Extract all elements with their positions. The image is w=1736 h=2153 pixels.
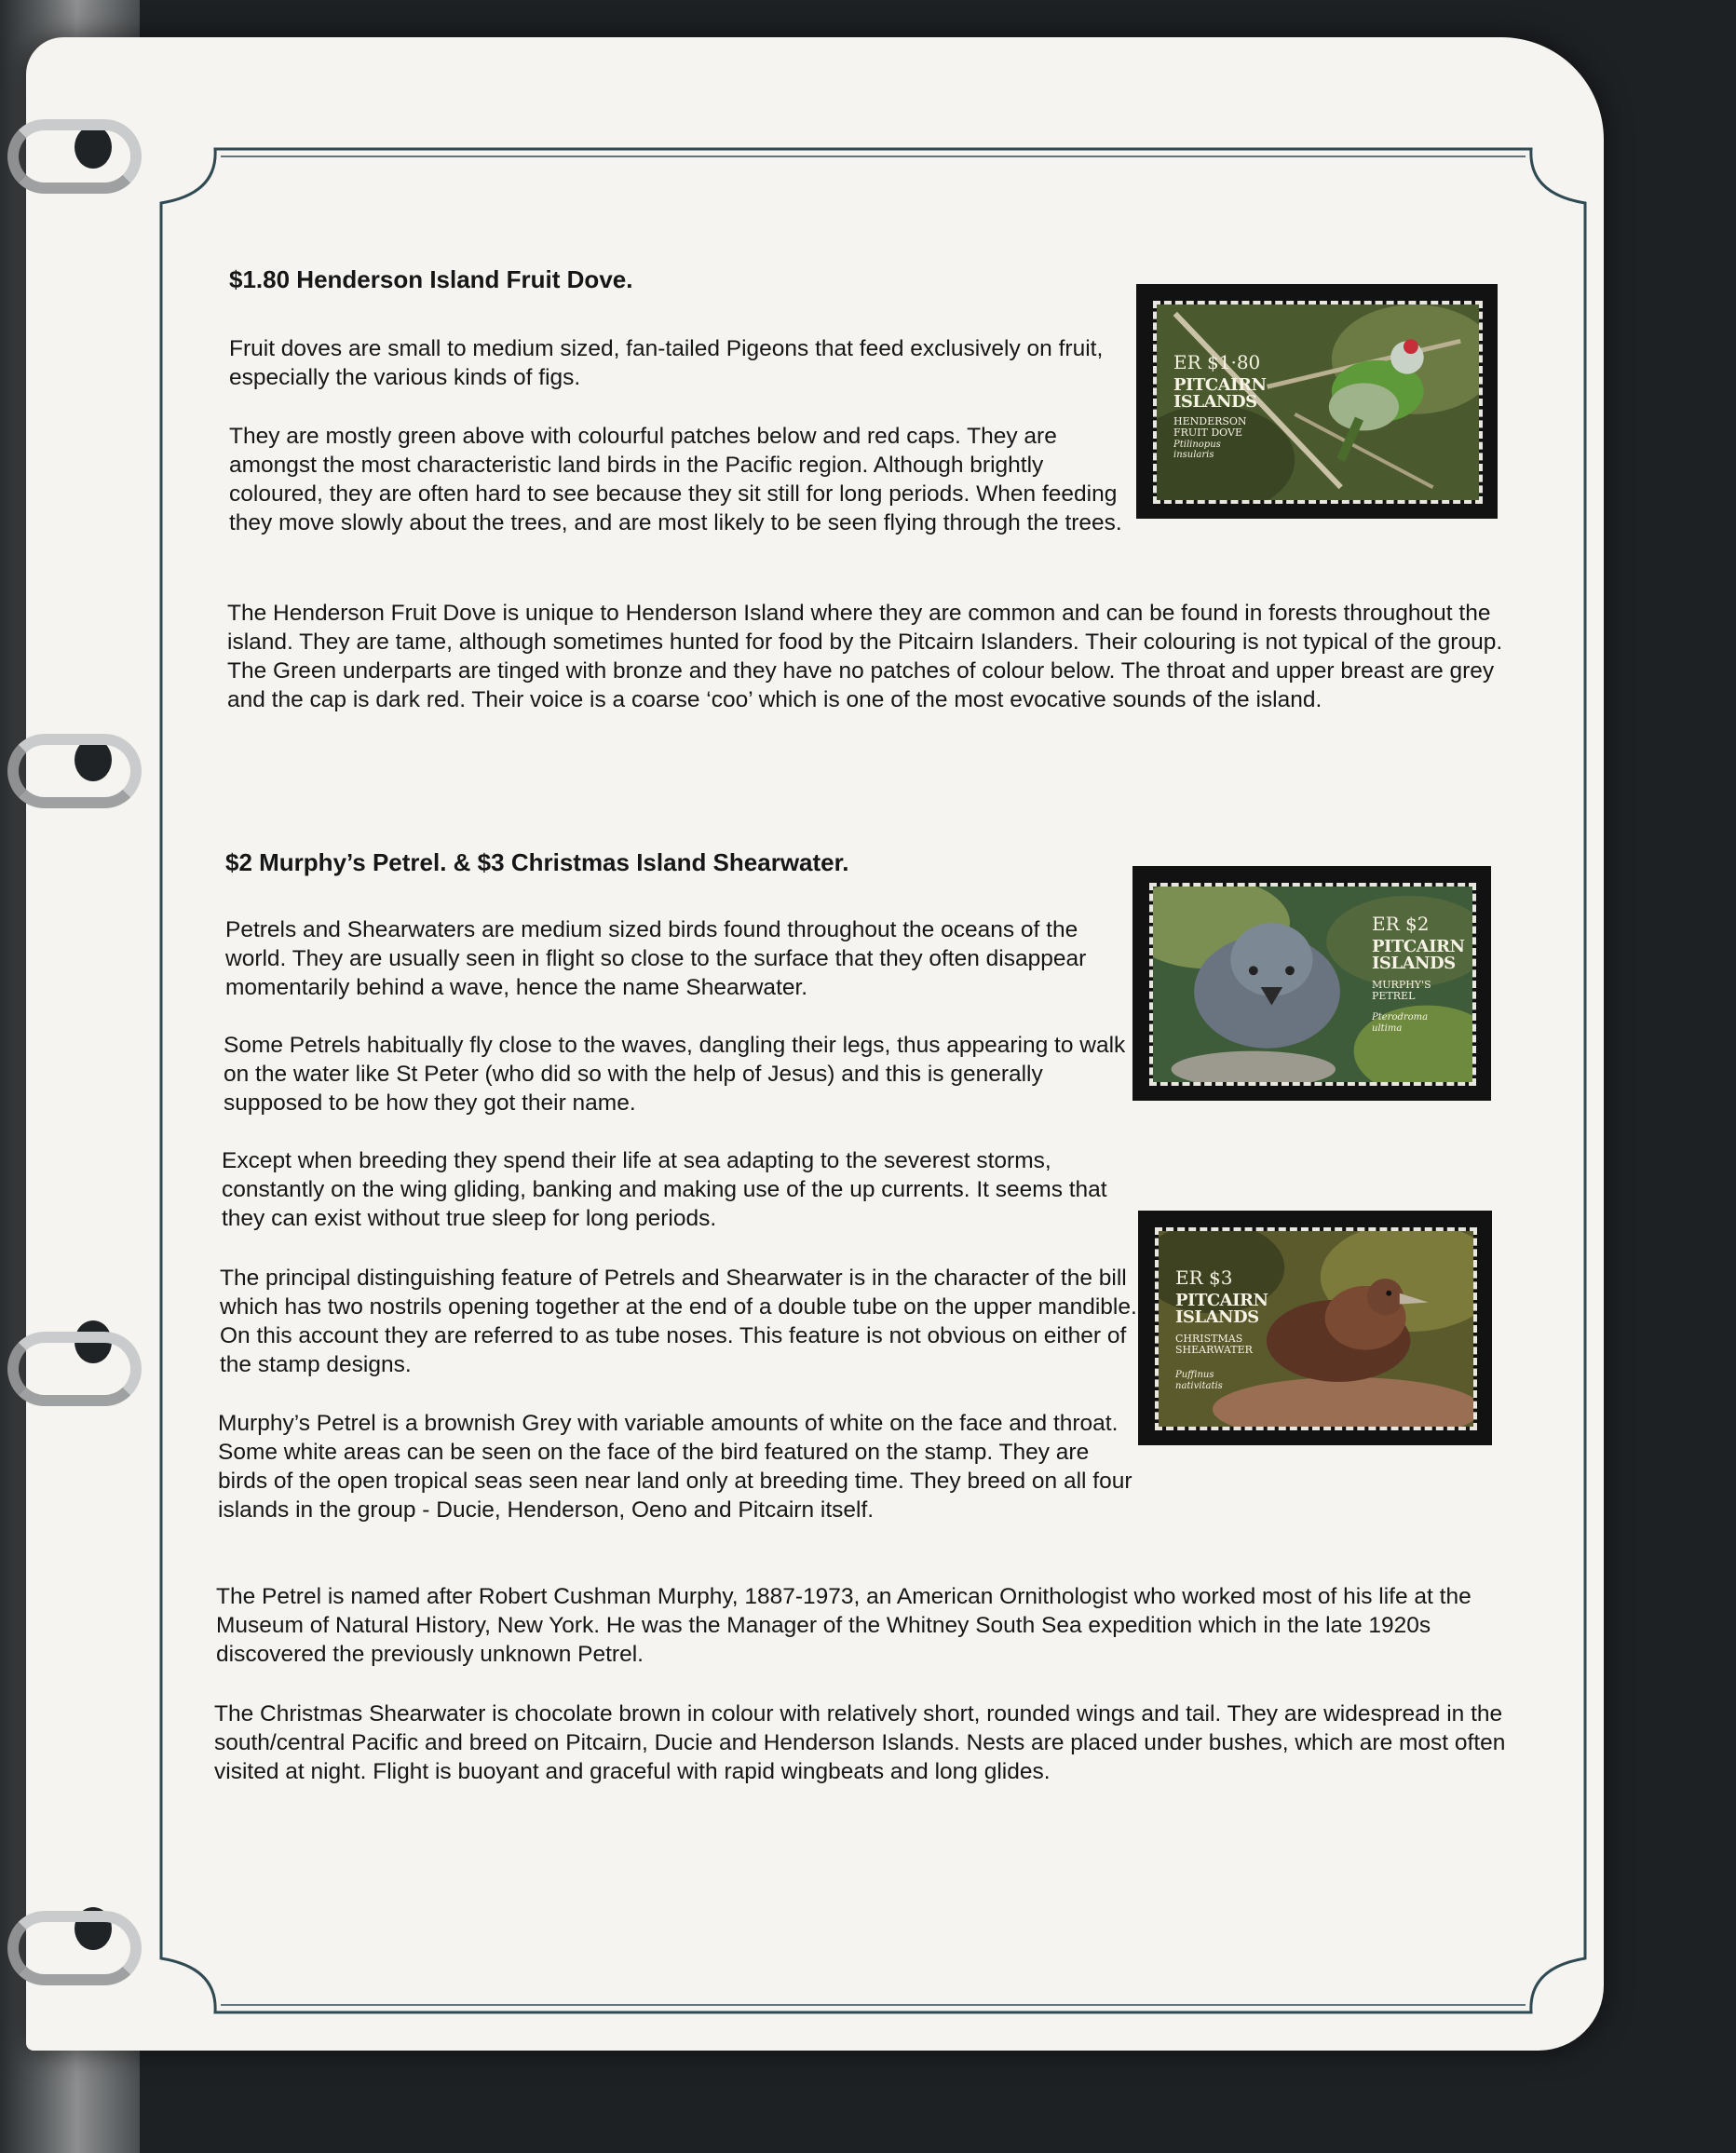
stamp-value: ER $1·80 <box>1173 351 1261 373</box>
stamp-bird-name: PETREL <box>1372 990 1416 1002</box>
stamp-bird-name: SHEARWATER <box>1175 1344 1253 1356</box>
stamp-bird-name: MURPHY'S <box>1372 979 1431 991</box>
paragraph: The Henderson Fruit Dove is unique to Henderson Island where they are common and can be found in forests throughout the island. They are tame, although sometimes hunted for food by the Pitcairn Islanders. Their colouring is not typical of the group. The Green underparts are tinged with bronze and they have no patches of colour below. The throat and upper breast are grey and the cap is dark red. Their voice is a coarse ‘coo’ which is one of the most evocative sounds of the island. <box>227 601 1503 712</box>
stamp-latin-name: ultima <box>1372 1023 1403 1034</box>
shearwater-image <box>1159 1231 1473 1427</box>
stamp-bird-name: FRUIT DOVE <box>1173 427 1242 439</box>
binder-ring <box>7 1911 142 1985</box>
stamp-latin-name: nativitatis <box>1175 1381 1223 1391</box>
paragraph: Except when breeding they spend their life at sea adapting to the severest storms, constantly on the wing gliding, banking and making use of the up currents. It seems that they can exist without true sleep for long periods. <box>222 1148 1107 1231</box>
stamp-country: ISLANDS <box>1372 954 1456 973</box>
stamp-mount-fruit-dove <box>1136 284 1498 519</box>
stamp-fruit-dove <box>1153 301 1483 504</box>
paragraph: Some Petrels habitually fly close to the waves, dangling their legs, thus appearing to walk on the water like St Peter (who did so with the help of Jesus) and this is generally supposed to be how they got their name. <box>224 1033 1126 1116</box>
paragraph: They are mostly green above with colourful patches below and red caps. They are amongst the most characteristic land birds in the Pacific region. Although brightly coloured, they are often hard to see because they sit still for long periods. When feeding they move slowly about the trees, and are most likely to be seen flying through the trees. <box>229 424 1122 535</box>
paragraph: Fruit doves are small to medium sized, fan-tailed Pigeons that feed exclusively on fruit, especially the various kinds of figs. <box>229 336 1104 390</box>
paragraph: The Christmas Shearwater is chocolate brown in colour with relatively short, rounded wings and tail. They are widespread in the south/central Pacific and breed on Pitcairn, Ducie and Henderson Islands. Nests are placed under bushes, which are most often visited at night. Flight is buoyant and graceful with rapid wingbeats and long glides. <box>214 1701 1506 1784</box>
stamp-value: ER $3 <box>1175 1266 1233 1289</box>
paragraph: Petrels and Shearwaters are medium sized birds found throughout the oceans of the world. They are usually seen in flight so close to the surface that they often disappear momentarily behind a wave, hence the name Shearwater. <box>225 917 1087 1000</box>
stamp-latin-name: Ptilinopus <box>1173 440 1221 450</box>
section-heading-fruit-dove: $1.80 Henderson Island Fruit Dove. <box>229 265 633 293</box>
binder-ring <box>7 1332 142 1406</box>
stamp-latin-name: Puffinus <box>1175 1370 1214 1380</box>
stamp-mount-murphys-petrel <box>1132 866 1491 1101</box>
stamp-bird-name: CHRISTMAS <box>1175 1333 1243 1345</box>
paragraph: Murphy’s Petrel is a brownish Grey with variable amounts of white on the face and throat. Some white areas can be seen on the face of the bird featured on the stamp. They are birds of the open tropical seas seen near land only at breeding time. They breed on all four islands in the group - Ducie, Henderson, Oeno and Pitcairn itself. <box>218 1411 1132 1523</box>
section-heading-petrel-shearwater: $2 Murphy’s Petrel. & $3 Christmas Island Shearwater. <box>225 848 849 876</box>
stamp-value: ER $2 <box>1372 913 1430 935</box>
stamp-mount-christmas-shearwater <box>1138 1211 1492 1445</box>
stamp-country: ISLANDS <box>1175 1307 1259 1327</box>
album-page <box>26 37 1604 2051</box>
stamp-murphys-petrel <box>1149 883 1476 1086</box>
binder-ring <box>7 734 142 808</box>
stamp-country: PITCAIRN <box>1175 1291 1268 1310</box>
stamp-country: PITCAIRN <box>1372 937 1465 956</box>
stamp-country: ISLANDS <box>1173 392 1257 412</box>
stamp-bird-name: HENDERSON <box>1173 415 1247 427</box>
stamp-latin-name: Pterodroma <box>1372 1012 1429 1022</box>
stamp-christmas-shearwater <box>1155 1227 1477 1430</box>
paragraph: The Petrel is named after Robert Cushman Murphy, 1887-1973, an American Ornithologist who worked most of his life at the Museum of Natural History, New York. He was the Manager of the Whitney South Sea expedition which in the late 1920s discovered the previously unknown Petrel. <box>216 1584 1472 1667</box>
paragraph: The principal distinguishing feature of Petrels and Shearwater is in the character of the bill which has two nostrils opening together at the end of a double tube on the upper mandible. On this account they are referred to as tube noses. This feature is not obvious on either of the stamp designs. <box>220 1266 1137 1377</box>
stamp-latin-name: insularis <box>1173 450 1214 460</box>
stamp-country: PITCAIRN <box>1173 375 1267 395</box>
binder-ring <box>7 119 142 194</box>
